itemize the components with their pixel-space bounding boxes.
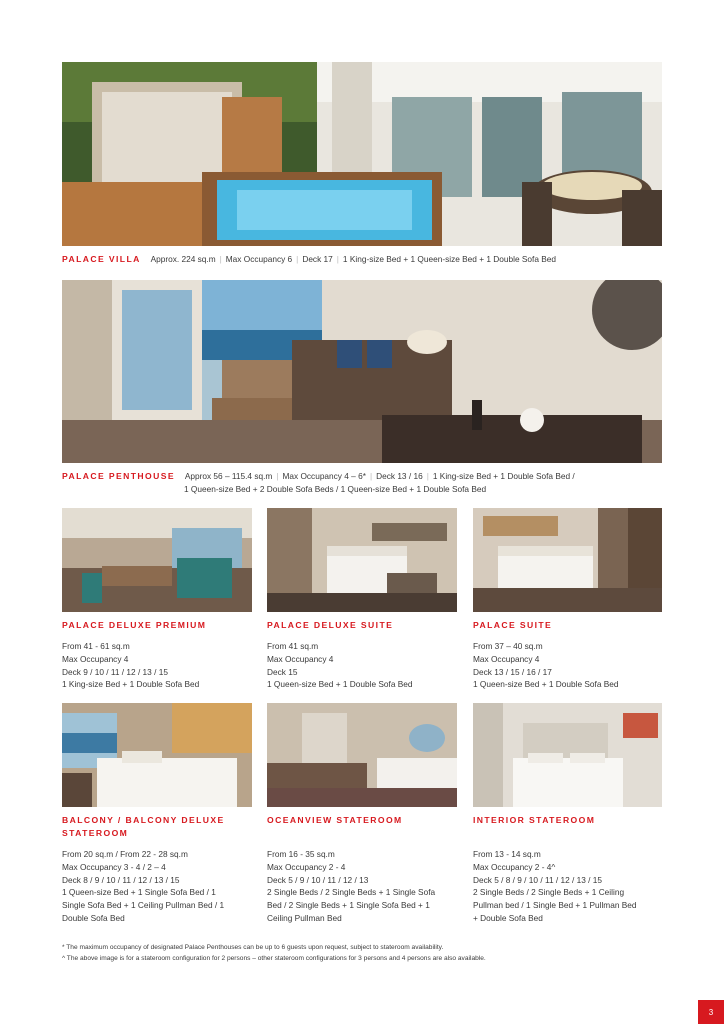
room-title: PALACE DELUXE PREMIUM [62,620,207,630]
room-beds: Double Sofa Bed [62,912,125,923]
room-beds: + Double Sofa Bed [473,912,543,923]
palace-penthouse-photo [62,280,662,463]
room-beds: Ceiling Pullman Bed [267,912,342,923]
room-beds: 2 Single Beds / 2 Single Beds + 1 Single Sofa [267,887,436,898]
spec: Approx. 224 sq.m [150,254,216,264]
room-size: From 16 - 35 sq.m [267,849,335,859]
room-details [267,848,457,925]
divider: | [296,254,299,264]
room-beds: 1 Queen-size Bed + 1 Double Sofa Bed [267,679,413,690]
room-details [473,640,663,691]
room-deck: Deck 13 / 15 / 16 / 17 [473,666,552,677]
room-card [62,619,252,691]
room-title: BALCONY / BALCONY DELUXE [62,815,225,825]
divider: | [426,471,429,481]
room-details [62,640,252,691]
room-beds: Single Sofa Bed + 1 Ceiling Pullman Bed / 1 [62,900,225,911]
room-deck: Deck 5 / 9 / 10 / 11 / 12 / 13 [267,874,369,885]
spec: Deck 17 [302,254,333,264]
palace-deluxe-suite-photo [267,508,457,612]
palace-villa-title: PALACE VILLA [62,254,141,264]
palace-villa-caption [62,253,556,266]
room-details [267,640,457,691]
room-beds: 2 Single Beds / 2 Single Beds + 1 Ceiling [473,887,625,898]
room-deck: Deck 5 / 8 / 9 / 10 / 11 / 12 / 13 / 15 [473,874,602,885]
room-size: From 41 - 61 sq.m [62,641,130,651]
room-card [62,814,252,925]
footnote: ^ The above image is for a stateroom configuration for 2 persons – other stateroom configurations for 3 persons and 4 persons are also available. [62,955,486,962]
room-size: From 13 - 14 sq.m [473,849,541,859]
room-title-line2: STATEROOM [62,828,129,838]
room-title: PALACE DELUXE SUITE [267,620,394,630]
room-size: From 20 sq.m / From 22 - 28 sq.m [62,849,188,859]
room-card [473,814,663,925]
room-title: OCEANVIEW STATEROOM [267,815,403,825]
divider: | [336,254,339,264]
room-occupancy: Max Occupancy 4 [473,653,540,664]
oceanview-stateroom-photo [267,703,457,807]
room-deck: Deck 9 / 10 / 11 / 12 / 13 / 15 [62,666,168,677]
spec: Max Occupancy 4 – 6* [282,471,366,481]
room-beds: Bed / 2 Single Beds + 1 Single Sofa Bed + 1 [267,900,430,911]
room-occupancy: Max Occupancy 2 - 4^ [473,861,556,872]
room-occupancy: Max Occupancy 3 - 4 / 2 – 4 [62,861,166,872]
room-card [267,619,457,691]
room-deck: Deck 15 [267,666,298,677]
room-title: INTERIOR STATEROOM [473,815,596,825]
palace-suite-photo [473,508,662,612]
room-occupancy: Max Occupancy 2 - 4 [267,861,346,872]
room-beds: 1 Queen-size Bed + 1 Double Sofa Bed [473,679,619,690]
room-occupancy: Max Occupancy 4 [267,653,334,664]
divider: | [369,471,373,481]
spec: Max Occupancy 6 [225,254,293,264]
room-details [473,848,663,925]
interior-stateroom-photo [473,703,662,807]
spec: Approx 56 – 115.4 sq.m [184,471,273,481]
palace-deluxe-premium-photo [62,508,252,612]
room-details [62,848,252,925]
footnote: * The maximum occupancy of designated Palace Penthouses can be up to 6 guests upon request, subject to stateroom availability. [62,944,444,951]
divider: | [276,471,279,481]
room-title: PALACE SUITE [473,620,553,630]
room-beds: 1 King-size Bed + 1 Double Sofa Bed [62,679,200,690]
footnotes [62,942,486,964]
room-size: From 41 sq.m [267,641,319,651]
spec: Deck 13 / 16 [376,471,423,481]
palace-penthouse-caption [62,470,575,483]
room-card [267,814,457,925]
room-occupancy: Max Occupancy 4 [62,653,129,664]
spec: 1 King-size Bed + 1 Queen-size Bed + 1 Double Sofa Bed [342,254,557,264]
palace-penthouse-title: PALACE PENTHOUSE [62,471,175,481]
spec: 1 King-size Bed + 1 Double Sofa Bed / [432,471,575,481]
room-size: From 37 – 40 sq.m [473,641,543,651]
balcony-stateroom-photo [62,703,252,807]
divider: | [219,254,222,264]
room-beds: 1 Queen-size Bed + 1 Single Sofa Bed / 1 [62,887,216,898]
room-card [473,619,663,691]
page-number-badge: 3 [698,1000,724,1024]
room-beds: Pullman bed / 1 Single Bed + 1 Pullman Bed [473,900,637,911]
room-deck: Deck 8 / 9 / 10 / 11 / 12 / 13 / 15 [62,874,180,885]
palace-villa-photo [62,62,662,246]
palace-penthouse-spec-line2: 1 Queen-size Bed + 2 Double Sofa Beds / 1 Queen-size Bed + 1 Double Sofa Bed [184,484,487,494]
